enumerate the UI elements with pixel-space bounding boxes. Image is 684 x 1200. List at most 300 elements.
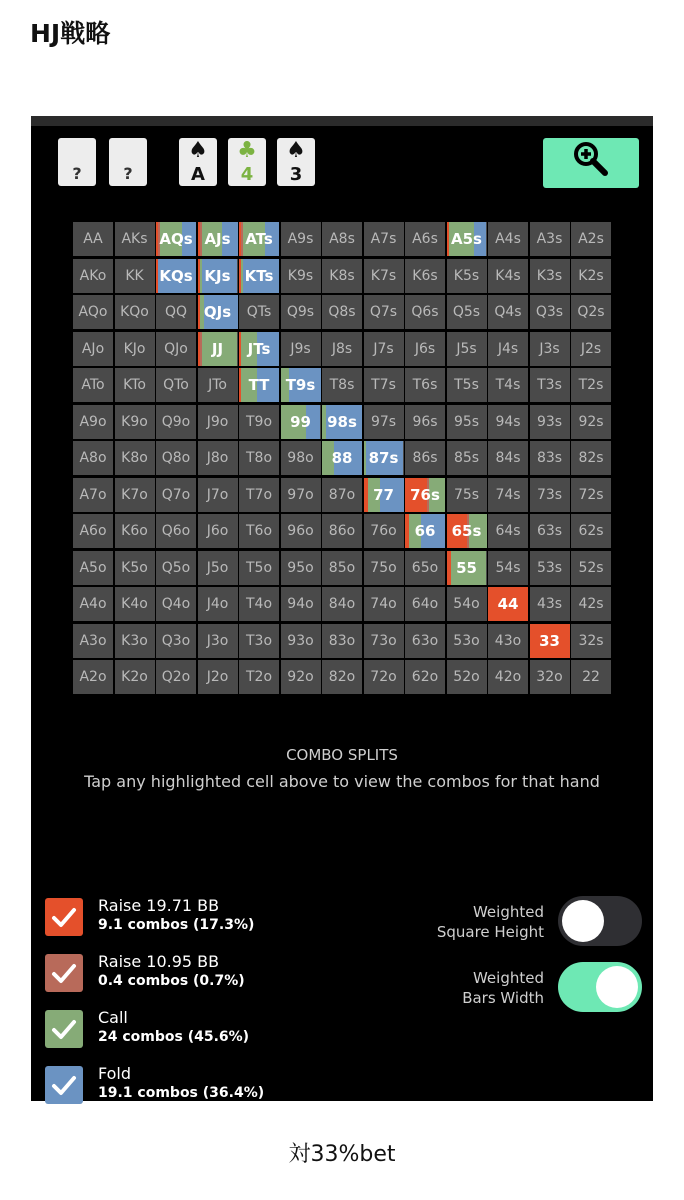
hand-cell-K3o [115,624,155,658]
hand-cell-86o [322,514,362,548]
hand-label: 84o [328,596,356,612]
hand-label: QJs [203,303,232,321]
page-title: HJ戦略 [30,19,111,48]
hand-label: 76o [370,523,397,539]
hand-cell-QJo [156,332,196,366]
legend-label: Call [98,1008,128,1027]
hand-cell-J2s [571,332,611,366]
hand-cell-63s [530,514,570,548]
hand-label: Q3s [535,304,564,320]
hand-label: KQo [120,304,149,320]
hand-cell-76s[interactable] [405,478,445,512]
hand-cell-KK [115,259,155,293]
hand-label: T4o [245,596,273,612]
hand-cell-72o [364,660,404,694]
board-card-3 [277,138,315,186]
hand-label: 95s [453,413,480,430]
hand-label: A9o [79,413,107,430]
legend-combos: 19.1 combos (36.4%) [98,1085,265,1101]
hand-label: A5o [79,559,107,576]
hand-label: 42s [578,596,604,612]
hand-label: TT [248,376,270,394]
hand-label: 83o [328,632,356,649]
hand-cell-97o [281,478,321,512]
spade-icon: ♠ [188,138,208,163]
hand-cell-64o [405,587,445,621]
hand-cell-Q5s [447,295,487,329]
hand-label: K9o [121,413,148,430]
board-card-rank: 3 [289,164,303,185]
hand-cell-83o [322,624,362,658]
hand-label: 86o [328,523,356,539]
hand-cell-Q4o [156,587,196,621]
hand-cell-Q7o [156,478,196,512]
hand-cell-A9s [281,222,321,256]
hand-label: K5o [121,559,148,576]
hand-cell-42s [571,587,611,621]
hand-cell-T9s[interactable] [281,368,321,402]
hand-label: KQs [159,266,193,285]
hand-label: Q5s [452,304,481,320]
hand-cell-82o [322,660,362,694]
hand-cell-87o [322,478,362,512]
zoom-button[interactable] [543,138,639,188]
hand-cell-Q8s [322,295,362,329]
hole-card-label: ? [123,164,133,183]
hand-label: Q8s [328,304,356,320]
hand-label: T3o [245,632,273,649]
hand-cell-T3o [239,624,279,658]
hand-cell-52s [571,551,611,585]
hand-cell-Q5o [156,551,196,585]
hand-cell-85o [322,551,362,585]
hand-cell-Q2o [156,660,196,694]
hand-cell-A9o [73,405,113,439]
hand-label: 53o [453,632,480,649]
hand-label: 75o [370,559,397,576]
legend-checkbox[interactable] [45,954,83,992]
hand-cell-43s [530,587,570,621]
hand-label: K6o [121,523,148,539]
hand-label: 77 [373,485,394,504]
hand-label: J6s [414,340,436,357]
hand-cell-Q7s [364,295,404,329]
hand-cell-98s[interactable] [322,405,362,439]
hand-cell-84s [488,441,528,475]
hand-label: A4s [495,231,521,247]
hand-cell-AQo [73,295,113,329]
hand-label: AJo [81,340,105,357]
hand-label: J8o [206,450,229,466]
toggle-square-height[interactable] [558,896,642,946]
hand-label: J9s [290,340,311,357]
hand-label: A3s [536,231,563,247]
hand-cell-A7o [73,478,113,512]
hand-label: 44 [497,595,519,613]
hand-cell-95s [447,405,487,439]
hand-label: J6o [206,523,229,539]
hand-cell-97s [364,405,404,439]
hand-cell-T2s [571,368,611,402]
hand-cell-75o [364,551,404,585]
hand-label: Q4s [494,304,522,320]
hand-label: A5s [451,230,482,248]
hand-label: J2o [206,669,229,685]
hand-cell-AQs[interactable] [156,222,196,256]
hand-cell-K2s [571,259,611,293]
hand-label: 76s [410,485,440,504]
hand-label: A6o [79,523,107,539]
hand-label: Q8o [161,450,191,466]
hand-cell-65s[interactable] [447,514,487,548]
hand-label: 74s [495,486,521,503]
hand-label: T3s [537,377,562,393]
hand-cell-55[interactable] [447,551,487,585]
hand-cell-ATs[interactable] [239,222,279,256]
hand-cell-72s [571,478,611,512]
legend-checkbox[interactable] [45,1066,83,1104]
combo-splits-title: COMBO SPLITS [286,746,398,764]
hand-label: J7s [373,340,394,357]
hand-cell-K3s [530,259,570,293]
hand-label: QTo [163,377,189,393]
hand-cell-87s[interactable] [364,441,404,475]
hand-label: Q9s [286,304,315,320]
hand-cell-KQs[interactable] [156,259,196,293]
check-icon [45,898,83,936]
hand-cell-94o [281,587,321,621]
hand-cell-32s [571,624,611,658]
hand-cell-T4s [488,368,528,402]
hand-cell-62o [405,660,445,694]
hand-label: Q2s [577,304,605,320]
hand-cell-32o [530,660,570,694]
hand-cell-Q9o [156,405,196,439]
hand-label: 43s [536,596,563,612]
legend-checkbox[interactable] [45,1010,83,1048]
hand-cell-J2o [198,660,238,694]
toggle-label-bars-width [324,968,544,1008]
hand-cell-T8s [322,368,362,402]
hand-label: K3s [536,267,563,284]
hand-label: QTs [246,304,272,320]
hand-cell-J7o [198,478,238,512]
hand-cell-A7s [364,222,404,256]
hand-label: JTs [247,339,271,358]
board-card-rank: 4 [240,164,254,185]
hand-cell-98o [281,441,321,475]
hand-label: 66 [414,522,436,540]
hand-cell-K6s [405,259,445,293]
hand-label: T7s [371,377,396,393]
hand-cell-42o [488,660,528,694]
hand-cell-J7s [364,332,404,366]
hand-label: 22 [582,669,600,685]
hand-cell-KJo [115,332,155,366]
hand-label: Q5o [161,559,191,576]
hand-cell-T9o [239,405,279,439]
hand-label: A6s [412,231,438,247]
hand-label: J5s [456,340,477,357]
hand-label: 96o [287,523,314,539]
hand-cell-T6o [239,514,279,548]
hand-label: T8s [329,377,355,393]
hand-label: A8s [329,231,355,247]
hand-cell-A5s[interactable] [447,222,487,256]
hand-cell-A6s [405,222,445,256]
hand-label: 54s [495,559,521,576]
hand-label: T9o [245,413,273,430]
hand-label: K7o [121,486,148,503]
hand-cell-A3s [530,222,570,256]
hand-label: KJo [123,340,146,357]
hand-cell-22 [571,660,611,694]
hand-cell-J6s [405,332,445,366]
hand-label: 97o [287,486,314,503]
hand-cell-K9s [281,259,321,293]
hand-cell-63o [405,624,445,658]
hand-cell-KTs[interactable] [239,259,279,293]
hand-label: ATo [81,377,105,393]
toggle-label-square-height [324,902,544,942]
hand-cell-AJo [73,332,113,366]
hand-label: J3s [539,340,560,357]
hand-label: Q6o [161,523,191,539]
hand-cell-A8o [73,441,113,475]
hand-cell-K5s [447,259,487,293]
check-icon [45,954,83,992]
hand-label: AQs [159,230,193,248]
hand-label: J5o [206,559,229,576]
hand-cell-86s [405,441,445,475]
toggle-bars-width[interactable] [558,962,642,1012]
hand-cell-J9s [281,332,321,366]
legend-combos: 0.4 combos (0.7%) [98,973,245,989]
hand-label: 98s [327,412,357,431]
hand-label: 94o [287,596,314,612]
hand-cell-T5o [239,551,279,585]
hand-label: A3o [79,632,107,649]
hand-cell-Q3s [530,295,570,329]
legend-checkbox[interactable] [45,898,83,936]
hand-cell-96o [281,514,321,548]
hand-label: 63s [536,523,563,539]
hand-cell-33[interactable] [530,624,570,658]
hand-cell-KQo [115,295,155,329]
hand-cell-ATo [73,368,113,402]
hand-cell-74s [488,478,528,512]
hand-cell-A3o [73,624,113,658]
hand-label: K8o [121,450,148,466]
hand-cell-A2s [571,222,611,256]
hand-label: A2o [79,669,107,685]
hand-cell-99[interactable] [281,405,321,439]
hand-label: 42o [494,669,522,685]
hand-label: K6s [412,267,438,284]
hand-cell-53s [530,551,570,585]
hand-cell-J4o [198,587,238,621]
hand-cell-K5o [115,551,155,585]
hand-cell-J3o [198,624,238,658]
hand-label: J4s [497,340,519,357]
hand-cell-T4o [239,587,279,621]
hand-cell-75s [447,478,487,512]
hand-label: T6s [412,377,438,393]
hand-label: 96s [412,413,438,430]
hand-cell-77[interactable] [364,478,404,512]
hand-label: 92o [287,669,314,685]
hand-label: J4o [206,596,229,612]
hand-label: 86s [412,450,438,466]
hand-cell-A8s [322,222,362,256]
hand-cell-J5o [198,551,238,585]
legend-label: Raise 10.95 BB [98,952,220,971]
check-icon [45,1066,83,1104]
hand-label: 64o [411,596,439,612]
hand-label: QQ [164,304,188,320]
hand-cell-94s [488,405,528,439]
hand-cell-53o [447,624,487,658]
hand-label: 43o [494,632,522,649]
hand-cell-66[interactable] [405,514,445,548]
hand-cell-62s [571,514,611,548]
hand-cell-K9o [115,405,155,439]
hand-label: T5o [245,559,273,576]
hand-cell-QJs[interactable] [198,295,238,329]
hand-label: Q7o [161,486,191,503]
hand-label: J2s [580,340,602,357]
legend-label: Raise 19.71 BB [98,896,220,915]
hand-cell-T7s [364,368,404,402]
legend-label: Fold [98,1064,132,1083]
hand-label: K4o [121,596,148,612]
hand-label: 95o [287,559,314,576]
hand-cell-Q4s [488,295,528,329]
hand-label: KTs [244,266,274,285]
hole-card-1 [58,138,96,186]
hand-label: J9o [206,413,229,430]
hand-cell-T7o [239,478,279,512]
hand-cell-73o [364,624,404,658]
hand-label: 52s [578,559,604,576]
hand-label: 65o [411,559,439,576]
board-card-1 [179,138,217,186]
hand-cell-JTs[interactable] [239,332,279,366]
hand-label: Q6s [411,304,439,320]
hand-label: 52o [453,669,480,685]
legend-item-fold[interactable] [45,1064,405,1110]
hand-label: AKs [121,231,148,247]
hand-label: 99 [290,412,311,431]
hand-label: T9s [285,376,316,394]
hand-label: AJs [204,230,231,248]
hand-label: Q4o [161,596,191,612]
hand-cell-Q6s [405,295,445,329]
hand-label: A4o [79,596,107,612]
hand-cell-43o [488,624,528,658]
hand-cell-Q2s [571,295,611,329]
hand-cell-76o [364,514,404,548]
zoom-in-icon [571,140,611,180]
legend-item-call[interactable] [45,1008,405,1054]
hand-label: 94s [495,413,521,430]
hand-label: 63o [411,632,439,649]
hole-card-label: ? [72,164,82,183]
board-card-2 [228,138,266,186]
hand-cell-88[interactable] [322,441,362,475]
hand-label: 97s [370,413,397,430]
hand-cell-JJ[interactable] [198,332,238,366]
hand-label: A2s [578,231,604,247]
hand-cell-T2o [239,660,279,694]
hand-cell-KJs[interactable] [198,259,238,293]
hand-label: QJo [164,340,188,357]
hand-label: K2o [121,669,148,685]
hand-label: Q3o [161,632,191,649]
hand-cell-J6o [198,514,238,548]
hand-cell-QQ [156,295,196,329]
hole-card-2 [109,138,147,186]
hand-label: J7o [206,486,229,503]
club-icon: ♣ [237,138,257,163]
hand-label: KTo [123,377,146,393]
hand-label: 53s [536,559,563,576]
hand-label: T6o [245,523,273,539]
hand-cell-KTo [115,368,155,402]
hand-label: AQo [78,304,108,320]
hand-label: 98o [287,450,314,466]
hand-label: AKo [79,267,107,284]
hand-label: KJs [204,266,231,285]
hand-cell-AJs[interactable] [198,222,238,256]
hand-cell-54o [447,587,487,621]
hand-label: A8o [79,450,107,466]
hand-cell-96s [405,405,445,439]
hand-cell-K4s [488,259,528,293]
hand-label: 73o [370,632,397,649]
hand-cell-A5o [73,551,113,585]
toggle-knob [562,900,604,942]
hand-cell-J3s [530,332,570,366]
hand-label: 87o [328,486,356,503]
hand-label: K5s [453,267,480,284]
hand-cell-64s [488,514,528,548]
hand-cell-44[interactable] [488,587,528,621]
hand-range-grid [73,222,611,697]
hand-label: 75s [453,486,480,503]
hand-label: T2s [578,377,604,393]
hand-label: 72s [578,486,604,503]
toggle-label-line: Weighted [472,903,544,921]
hand-label: 74o [370,596,397,612]
hand-label: 32o [536,669,563,685]
hand-cell-TT[interactable] [239,368,279,402]
legend-combos: 9.1 combos (17.3%) [98,917,255,933]
hand-cell-K7s [364,259,404,293]
hand-cell-J9o [198,405,238,439]
hand-label: 54o [453,596,480,612]
hand-label: 85s [453,450,480,466]
toggle-label-line: Weighted [472,969,544,987]
hand-label: 72o [370,669,397,685]
hand-cell-Q6o [156,514,196,548]
hand-label: 65s [451,522,482,540]
hand-cell-52o [447,660,487,694]
hand-cell-T6s [405,368,445,402]
hand-label: A7s [370,231,397,247]
board-card-rank: A [191,164,205,185]
hand-label: Q2o [161,669,191,685]
